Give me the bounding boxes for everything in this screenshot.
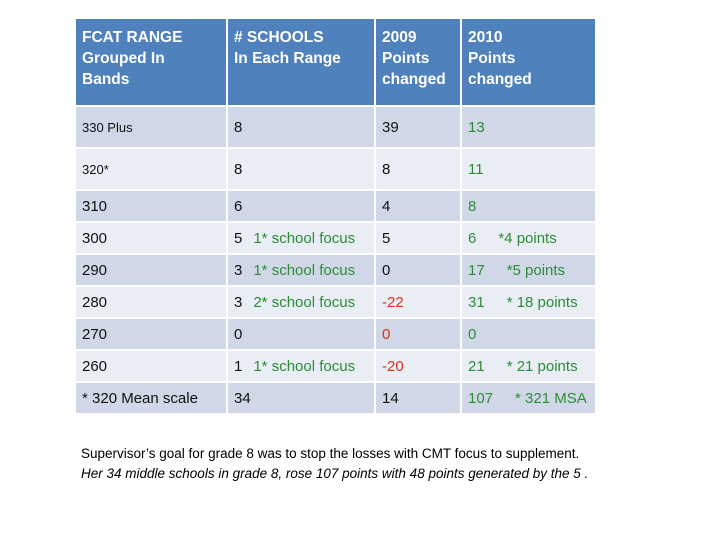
table-row: [75, 222, 596, 254]
points-2010-value: 0: [468, 325, 477, 343]
range-value: 280: [82, 293, 108, 311]
points-2010-value: 13: [468, 118, 485, 136]
schools-value: 8: [234, 160, 243, 178]
range-cell: [75, 254, 227, 286]
table-row: [75, 286, 596, 318]
header-fcat-range: FCAT RANGE Grouped In Bands: [75, 18, 227, 106]
schools-value: 8: [234, 118, 243, 136]
schools-cell: [227, 350, 375, 382]
points-2009-cell: [375, 254, 461, 286]
points-2010-note: *5 points: [506, 261, 566, 279]
schools-value: 3: [234, 261, 243, 279]
range-value: 320*: [82, 161, 109, 177]
points-2010-cell: [461, 286, 596, 318]
range-cell: [75, 106, 227, 148]
range-cell: [75, 318, 227, 350]
schools-value: 34: [234, 389, 251, 407]
schools-cell: [227, 286, 375, 318]
table-row: [75, 382, 596, 414]
points-2010-value: 31: [468, 293, 485, 311]
points-2010-value: 6: [468, 229, 477, 247]
range-value: 260: [82, 357, 108, 375]
table-row: [75, 318, 596, 350]
range-cell: [75, 286, 227, 318]
fcat-table: [74, 17, 597, 415]
points-2009-value: 39: [382, 118, 399, 136]
schools-value: 0: [234, 325, 243, 343]
table-row: [75, 350, 596, 382]
points-2010-value: 107: [468, 389, 494, 407]
points-2010-cell: [461, 106, 596, 148]
header-row: [75, 18, 596, 106]
schools-focus-note: 1* school focus: [253, 229, 356, 247]
points-2010-cell: [461, 382, 596, 414]
schools-cell: [227, 382, 375, 414]
points-2010-cell: [461, 254, 596, 286]
points-2009-cell: [375, 350, 461, 382]
points-2010-cell: [461, 222, 596, 254]
points-2010-value: 11: [468, 160, 484, 178]
points-2009-cell: [375, 190, 461, 222]
points-2009-cell: [375, 222, 461, 254]
schools-focus-note: 1* school focus: [253, 261, 356, 279]
footer-line-2: Her 34 middle schools in grade 8, rose 107 points with 48 points generated by the 5 .: [81, 466, 589, 481]
range-cell: [75, 382, 227, 414]
range-cell: [75, 350, 227, 382]
points-2009-cell: [375, 382, 461, 414]
table-row: [75, 148, 596, 190]
points-2010-note: *4 points: [498, 229, 557, 247]
range-value: 310: [82, 197, 108, 215]
points-2010-note: * 18 points: [506, 293, 578, 311]
range-value: * 320 Mean scale: [82, 389, 198, 407]
header-2009: 2009 Points changed: [375, 18, 461, 106]
range-value: 300: [82, 229, 108, 247]
schools-cell: [227, 190, 375, 222]
points-2009-cell: [375, 148, 461, 190]
points-2009-value: 5: [382, 229, 391, 247]
points-2010-cell: [461, 148, 596, 190]
schools-value: 5: [234, 229, 243, 247]
points-2010-cell: [461, 190, 596, 222]
range-value: 330 Plus: [82, 119, 133, 135]
range-value: 270: [82, 325, 108, 343]
points-2009-value: 8: [382, 160, 391, 178]
footer-line-1: Supervisor’s goal for grade 8 was to stop the losses with CMT focus to supplement.: [81, 446, 580, 461]
header-2010: 2010 Points changed: [461, 18, 596, 106]
points-2009-cell: [375, 106, 461, 148]
points-2009-value: 0: [382, 325, 391, 343]
points-2010-note: * 321 MSA: [515, 389, 587, 407]
points-2009-value: 4: [382, 197, 391, 215]
points-2009-value: 14: [382, 389, 399, 407]
table-row: [75, 190, 596, 222]
schools-cell: [227, 222, 375, 254]
footer-note: [81, 444, 588, 484]
range-value: 290: [82, 261, 108, 279]
points-2010-value: 21: [468, 357, 485, 375]
points-2010-cell: [461, 318, 596, 350]
schools-value: 1: [234, 357, 243, 375]
points-2009-cell: [375, 286, 461, 318]
schools-focus-note: 2* school focus: [253, 293, 356, 311]
points-2010-note: * 21 points: [506, 357, 578, 375]
schools-value: 6: [234, 197, 243, 215]
points-2009-value: -22: [382, 293, 404, 311]
points-2010-value: 8: [468, 197, 477, 215]
table-row: [75, 254, 596, 286]
schools-cell: [227, 318, 375, 350]
schools-cell: [227, 254, 375, 286]
range-cell: [75, 222, 227, 254]
schools-cell: [227, 106, 375, 148]
table-row: [75, 106, 596, 148]
schools-value: 3: [234, 293, 243, 311]
points-2009-cell: [375, 318, 461, 350]
points-2010-cell: [461, 350, 596, 382]
header-schools: # SCHOOLS In Each Range: [227, 18, 375, 106]
schools-focus-note: 1* school focus: [253, 357, 356, 375]
range-cell: [75, 190, 227, 222]
points-2009-value: -20: [382, 357, 404, 375]
points-2010-value: 17: [468, 261, 485, 279]
schools-cell: [227, 148, 375, 190]
range-cell: [75, 148, 227, 190]
points-2009-value: 0: [382, 261, 391, 279]
